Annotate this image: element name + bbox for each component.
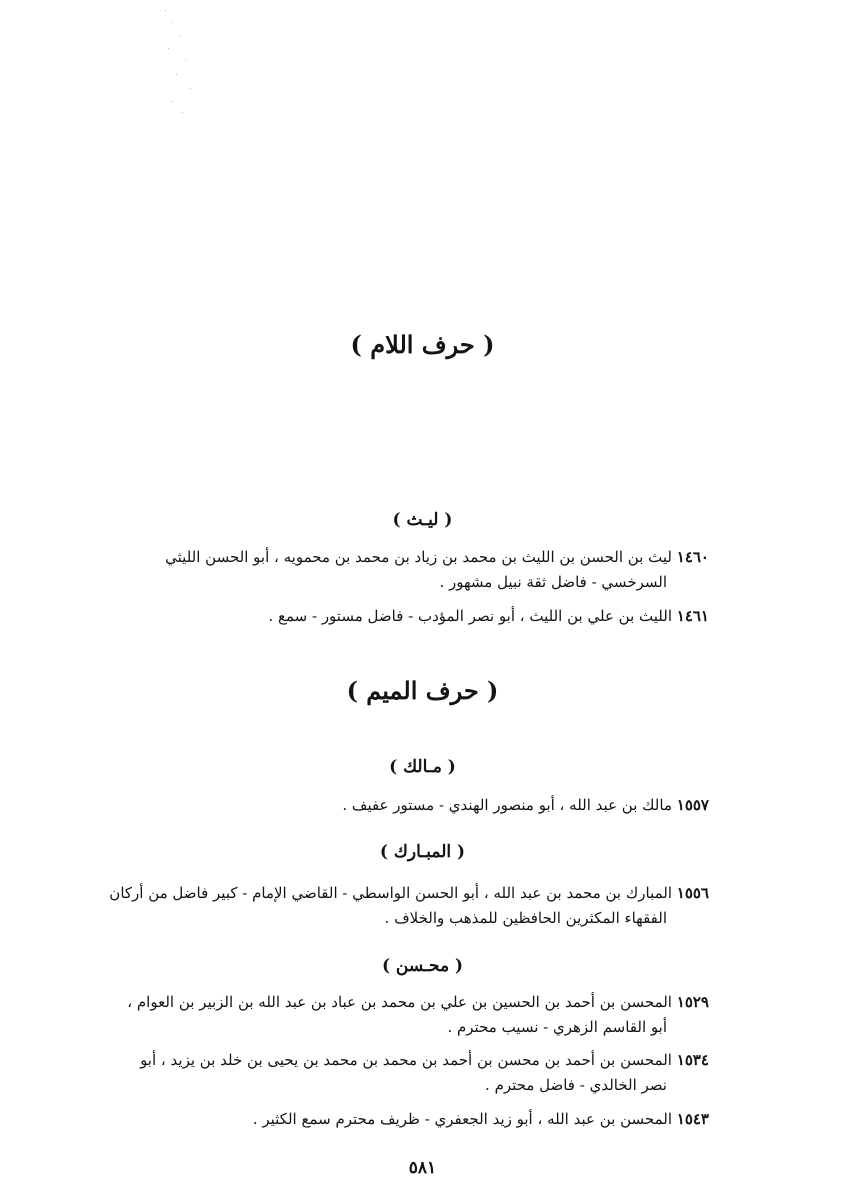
entry-number: ١٤٦١ xyxy=(676,607,709,625)
entry-text: الليث بن علي بن الليث ، أبو نصر المؤدب - فاضل مستور - سمع . xyxy=(268,607,672,625)
section-heading-malik: ( مـالك ) xyxy=(389,757,456,777)
entry-1534 xyxy=(89,1048,709,1098)
entry-text: المحسن بن أحمد بن محسن بن أحمد بن محمد بن محمد بن يحيى بن خلد بن يزيد ، أبو xyxy=(140,1051,672,1069)
chapter-heading-mim: ( حرف الميم ) xyxy=(346,676,499,705)
entry-number: ١٥٣٤ xyxy=(676,1051,709,1069)
entry-number: ١٤٦٠ xyxy=(676,548,709,566)
entry-number: ١٥٥٧ xyxy=(676,796,709,814)
section-heading-mubarak: ( المبـارك ) xyxy=(379,842,466,862)
entry-text: مالك بن عبد الله ، أبو منصور الهندي - مستور عفيف . xyxy=(342,796,672,814)
entry-text-continued: السرخسي - فاضل ثقة نبيل مشهور . xyxy=(439,573,667,591)
chapter-heading-lam: ( حرف اللام ) xyxy=(350,330,495,359)
page-number: ٥٨١ xyxy=(408,1158,437,1178)
entry-text-continued: أبو القاسم الزهري - نسيب محترم . xyxy=(447,1018,667,1036)
entry-number: ١٥٥٦ xyxy=(676,884,709,902)
entry-number: ١٥٤٣ xyxy=(676,1110,709,1128)
entry-text: ليث بن الحسن بن الليث بن محمد بن زياد بن محمد بن محمويه ، أبو الحسن الليثي xyxy=(165,548,672,566)
entry-text: المحسن بن أحمد بن الحسين بن علي بن محمد بن عباد بن عبد الله بن الزبير بن العوام ، xyxy=(127,993,672,1011)
entry-1461 xyxy=(109,604,709,629)
section-heading-layth: ( ليـث ) xyxy=(392,510,453,530)
entry-text: المبارك بن محمد بن عبد الله ، أبو الحسن الواسطي - القاضي الإمام - كبير فاضل من أركان xyxy=(109,884,672,902)
entry-text-continued: الفقهاء المكثرين الحافظين للمذهب والخلاف . xyxy=(384,909,667,927)
entry-text-continued: نصر الخالدي - فاضل محترم . xyxy=(485,1076,667,1094)
entry-1529 xyxy=(89,990,709,1040)
entry-1543 xyxy=(109,1107,709,1132)
entry-1460 xyxy=(89,545,709,595)
entry-text: المحسن بن عبد الله ، أبو زيد الجعفري - ظريف محترم سمع الكثير . xyxy=(252,1110,672,1128)
entry-1557 xyxy=(109,793,709,818)
section-heading-muhsin: ( محـسن ) xyxy=(381,956,464,976)
entry-1556 xyxy=(89,881,709,931)
entry-number: ١٥٢٩ xyxy=(676,993,709,1011)
